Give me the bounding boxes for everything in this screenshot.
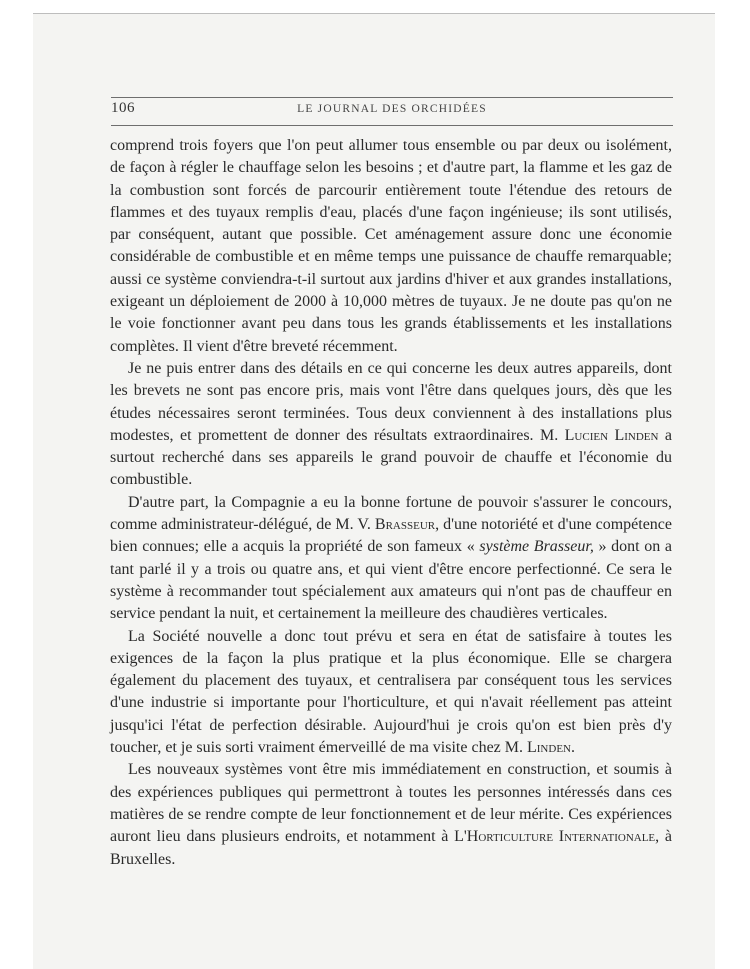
paragraph-text: a surtout recherché dans ses appareils le grand pouvoir de chauffe et l'économie du combustible. xyxy=(110,426,673,489)
paragraph-text: , d'une notoriété et d'une compétence bien connues; elle a acquis la propriété de son fameux « xyxy=(110,516,673,556)
institution-name: L'Horticulture Internationale xyxy=(454,828,656,846)
paragraph-text: Les nouveaux systèmes vont être mis immédiatement en construction, et soumis à des expériences publiques qui permettront à toutes les personnes intéressés dans ces matières de se rendre compte de leur fonctionnement et de leur mérite. Ces expériences auront lieu dans plusieurs endroits, et notamment à xyxy=(110,761,672,846)
paragraph-2 xyxy=(110,358,672,492)
paragraph-text: D'autre part, la Compagnie a eu la bonne fortune de pouvoir s'assurer le concours, comme administrateur-délégué, de M. V. xyxy=(110,493,672,534)
system-name: système Brasseur, xyxy=(479,538,594,556)
running-title: LE JOURNAL DES ORCHIDÉES xyxy=(297,103,487,115)
paragraph-3 xyxy=(110,492,672,626)
article-body xyxy=(110,135,672,871)
paragraph-text: La Société nouvelle a donc tout prévu et sera en état de satisfaire à toutes les exigences de la façon la plus pratique et la plus économique. Elle se chargera également du placement des tuyaux, et centralisera par conséquent tous les services d'une industrie si importante pour l'horticulture, et qui n'avait réellement pas atteint jusqu'ici l'état de perfection désirable. Aujourd'hui je crois qu'on est bien près d'y toucher, et je suis sorti vraiment émerveillé de ma visite chez M. xyxy=(110,627,672,757)
paragraph-4 xyxy=(110,626,672,760)
paragraph-text: . xyxy=(571,739,575,757)
person-name: Lucien Linden xyxy=(564,426,659,444)
page-top-edge xyxy=(33,13,715,14)
header-rule-bottom xyxy=(111,125,673,126)
paragraph-text: , à Bruxelles. xyxy=(110,828,673,868)
paragraph-text: » dont on a tant parlé il y a trois ou quatre ans, et qui vient d'être encore perfectionné. Ce sera le système à recommander tout spécialement aux amateurs qui n'ont pas de chauffeur en service pendant la nuit, et certainement la meilleure des chaudières verticales. xyxy=(110,538,673,623)
page-number: 106 xyxy=(111,100,135,116)
paragraph-5 xyxy=(110,759,672,870)
paragraph-1 xyxy=(110,135,672,358)
paragraph-text: comprend trois foyers que l'on peut allumer tous ensemble ou par deux ou isolément, de façon à régler le chauffage selon les besoins ; et d'autre part, la flamme et les gaz de la combustion sont forcés de parcourir entièrement toute l'étendue des retours de flammes et des tuyaux remplis d'eau, placés d'une façon ingénieuse; ils sont utilisés, par conséquent, autant que possible. Cet aménagement assure donc une économie considérable de combustible et en même temps une puissance de chauffe remarquable; aussi ce système conviendra-t-il surtout aux jardins d'hiver et aux grandes installations, exigeant un déploiement de 2000 à 10,000 mètres de tuyaux. Je ne doute pas qu'on ne le voie fonctionner avant peu dans tous les grands établissements et les installations complètes. Il vient d'être breveté récemment. xyxy=(110,137,672,355)
person-name: Linden xyxy=(527,739,571,757)
header-rule-top xyxy=(111,97,673,98)
paragraph-text: Je ne puis entrer dans des détails en ce qui concerne les deux autres appareils, dont les brevets ne sont pas encore pris, mais vont l'être dans quelques jours, dès que les études nécessaires seront terminées. Tous deux conviennent à des installations plus modestes, et promettent de donner des résultats extraordinaires. M. xyxy=(110,359,672,444)
person-name: Brasseur xyxy=(374,516,436,534)
